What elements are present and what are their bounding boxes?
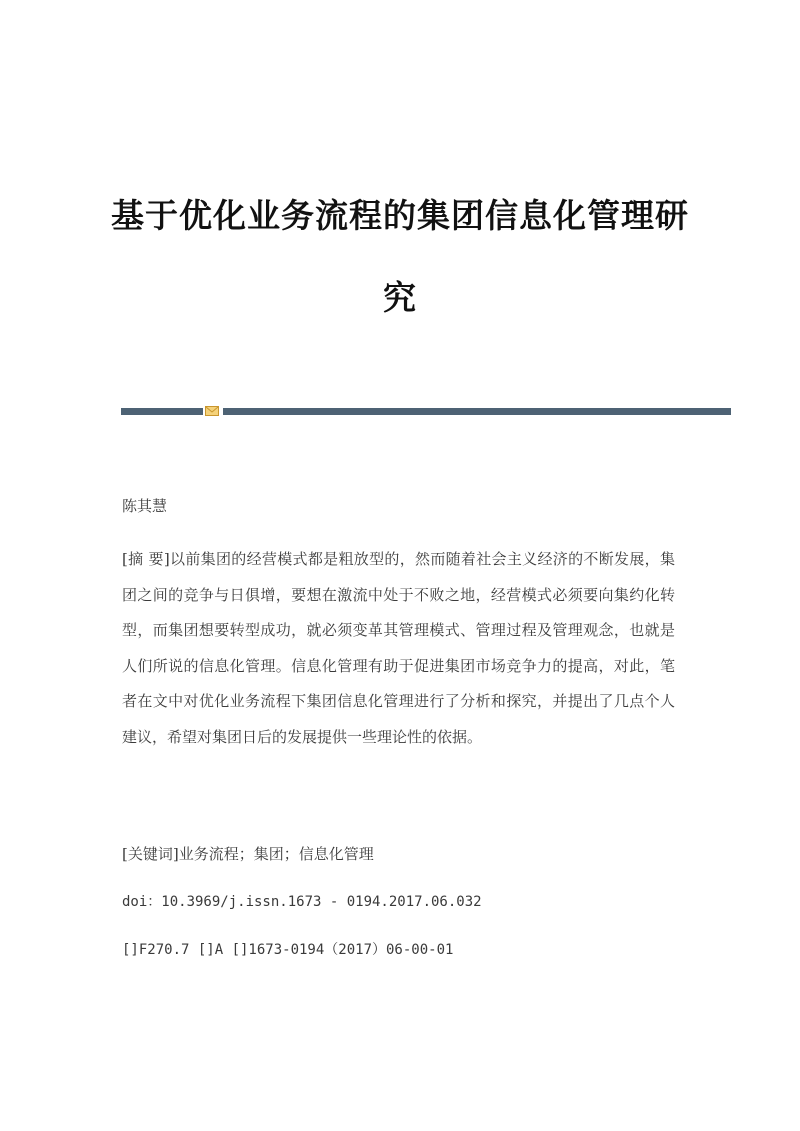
author-name: 陈其慧 <box>122 497 168 515</box>
keywords-text: 业务流程；集团；信息化管理 <box>178 845 374 863</box>
document-title-line-2: 究 <box>383 278 417 317</box>
envelope-icon <box>205 405 219 417</box>
abstract-paragraph <box>122 542 675 755</box>
doi-line: doi：10.3969/j.issn.1673 - 0194.2017.06.032 <box>122 894 482 910</box>
keywords-line <box>122 843 682 864</box>
title-divider-right <box>223 408 731 415</box>
title-divider-left <box>121 408 203 415</box>
abstract-label: [摘 要] <box>122 550 170 568</box>
document-title-line-1: 基于优化业务流程的集团信息化管理研 <box>111 196 689 235</box>
abstract-text: 以前集团的经营模式都是粗放型的，然而随着社会主义经济的不断发展，集团之间的竞争与日俱增，要想在激流中处于不败之地，经营模式必须要向集约化转型，而集团想要转型成功，就必须变革其管理模式、管理过程及管理观念，也就是人们所说的信息化管理。信息化管理有助于促进集团市场竞争力的提高，对此，笔者在文中对优化业务流程下集团信息化管理进行了分析和探究，并提出了几点个人建议，希望对集团日后的发展提供一些理论性的依据。 <box>122 550 675 746</box>
keywords-label: [关键词] <box>122 845 179 863</box>
classification-line: []F270.7 []A []1673-0194（2017）06-00-01 <box>122 942 454 958</box>
